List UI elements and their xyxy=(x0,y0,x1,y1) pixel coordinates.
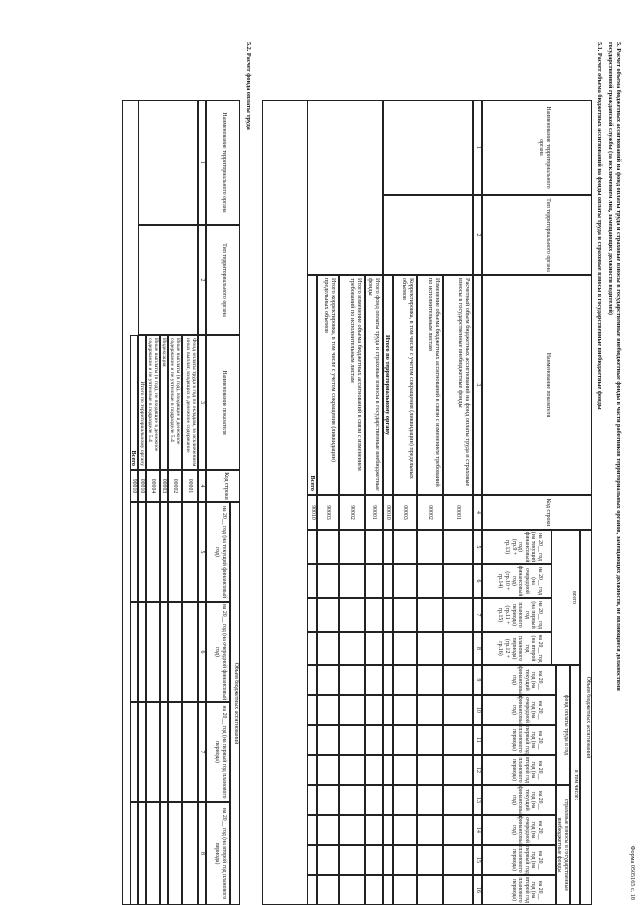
subsection-5-1-title: 5.1. Расчет объема бюджетных ассигнований на фонды оплаты труда и страховые взносы в государственные внебюджетные фонды xyxy=(596,42,603,410)
t1-value-cell xyxy=(417,785,443,815)
t1-value-cell xyxy=(417,598,443,632)
t2-value-cell xyxy=(182,602,198,702)
t1-ins-y1: на 20__ год (на текущий финансовый год) xyxy=(482,785,556,815)
t1-value-cell xyxy=(317,695,339,725)
t2-value-cell xyxy=(160,802,168,905)
t1-total-cell xyxy=(307,725,317,755)
t1-blank-cell xyxy=(307,100,383,275)
t2-h-volume: Объем бюджетных ассигнований xyxy=(230,502,240,905)
t1-total-cell xyxy=(307,598,317,632)
t1-value-cell xyxy=(383,530,393,564)
t2-row-label: Индексация xyxy=(160,335,168,470)
t2-h-org-name: Наименование территориального органа xyxy=(206,100,240,225)
t1-value-cell xyxy=(383,632,393,665)
t1-value-cell xyxy=(443,695,473,725)
t1-value-cell xyxy=(365,598,383,632)
t1-value-cell xyxy=(317,598,339,632)
t1-colnum: 2 xyxy=(473,195,482,275)
t2-org-name-cell xyxy=(138,100,198,225)
t1-total-y3: на 20__ год (на первый год планового периода) xyxy=(510,600,543,630)
t1-total-cell xyxy=(307,632,317,665)
t2-total-cell xyxy=(130,702,138,802)
t2-colnum: 4 xyxy=(198,470,206,502)
t1-value-cell xyxy=(393,564,417,598)
t1-colnum: 4 xyxy=(473,495,482,530)
t2-value-cell xyxy=(182,802,198,905)
t2-org-type-cell xyxy=(138,225,198,335)
t1-colnum: 1 xyxy=(473,100,482,195)
t1-value-cell xyxy=(417,665,443,695)
t1-value-cell xyxy=(383,845,393,875)
t1-row-label: Итого фонд оплаты труда и страховые взносы в государственные внебюджетные фонды xyxy=(365,275,383,495)
t1-colnum: 11 xyxy=(473,725,482,755)
t1-value-cell xyxy=(443,564,473,598)
t1-colnum: 3 xyxy=(473,275,482,495)
t1-total-cell xyxy=(307,875,317,905)
t1-value-cell xyxy=(365,725,383,755)
t1-f1: (гр.9 + гр.13) xyxy=(504,538,517,556)
t1-value-cell xyxy=(317,725,339,755)
t2-colnum: 3 xyxy=(198,335,206,470)
t1-h-wage: фонд оплаты труда в год xyxy=(556,665,570,785)
t1-row-label: Расчетный объем бюджетных ассигнований на фонд оплаты труда и страховые взносы в государственные внебюджетные фонды xyxy=(443,275,473,495)
t2-colnum: 1 xyxy=(198,100,206,225)
t1-value-cell xyxy=(365,785,383,815)
t1-value-cell xyxy=(339,875,365,905)
t1-value-cell xyxy=(317,665,339,695)
t1-colnum: 7 xyxy=(473,598,482,632)
t2-value-cell xyxy=(168,702,182,802)
t1-value-cell xyxy=(365,875,383,905)
t2-h-org-type: Тип территориального органа xyxy=(206,225,240,335)
t1-value-cell xyxy=(393,725,417,755)
t1-wage-y2: на 20__ год (на очередной финансовый год) xyxy=(482,695,556,725)
t1-f2: (гр.10 + гр.14) xyxy=(497,571,511,591)
t1-value-cell xyxy=(365,755,383,785)
t1-colnum: 13 xyxy=(473,785,482,815)
t1-value-cell xyxy=(317,632,339,665)
t1-value-cell xyxy=(383,695,393,725)
t1-value-cell xyxy=(383,785,393,815)
t1-value-cell xyxy=(339,564,365,598)
t1-value-cell xyxy=(443,725,473,755)
t1-value-cell xyxy=(393,598,417,632)
t1-total-cell xyxy=(307,564,317,598)
t1-h-org-name: Наименование территориального органа xyxy=(482,100,592,195)
t2-value-cell xyxy=(138,602,146,702)
t1-value-cell xyxy=(365,695,383,725)
t1-total-y1: на 20__ год (на текущий финансовый год) xyxy=(517,531,543,563)
t1-h-indicator: Наименование показателя xyxy=(482,275,592,495)
section-title: 5. Расчет объема бюджетных ассигнований на фонд оплаты труда и страховые взносы в государственные внебюджетные фонды в части работников территориальных органов, замещающих должности, не являющиеся должностями xyxy=(615,42,622,691)
t1-rows xyxy=(262,100,473,905)
t1-value-cell xyxy=(417,875,443,905)
t2-total-label: Всего xyxy=(130,335,138,470)
t1-total-y4: на 20__ год (на второй год планового периода) xyxy=(510,634,543,663)
t1-value-cell xyxy=(443,632,473,665)
t1-value-cell xyxy=(417,845,443,875)
t2-value-cell xyxy=(168,602,182,702)
t2-colnum: 2 xyxy=(198,225,206,335)
t1-value-cell xyxy=(393,875,417,905)
t2-total-code: 90010 xyxy=(130,470,138,502)
t1-value-cell xyxy=(393,815,417,845)
t2-rows xyxy=(122,100,198,905)
t1-org-type-cell xyxy=(383,195,473,275)
t1-ins-y3: на 20__ год (на первый год планового периода) xyxy=(482,845,556,875)
t1-value-cell xyxy=(317,815,339,845)
t1-value-cell xyxy=(339,815,365,845)
t1-value-cell xyxy=(339,632,365,665)
t2-value-cell xyxy=(146,702,160,802)
t1-value-cell xyxy=(443,530,473,564)
t1-colnum: 9 xyxy=(473,665,482,695)
table-5-2 xyxy=(122,100,240,905)
t1-org-name-cell xyxy=(383,100,473,195)
t1-total-code: 90010 xyxy=(307,495,317,530)
t1-colnum: 5 xyxy=(473,530,482,564)
t2-value-cell xyxy=(138,702,146,802)
form-id: Форма 0505165 с. 18 xyxy=(629,845,636,900)
t1-value-cell xyxy=(443,815,473,845)
t1-total-label: Всего xyxy=(307,275,317,495)
t1-value-cell xyxy=(383,875,393,905)
t2-colnum: 6 xyxy=(198,602,206,702)
t2-value-cell xyxy=(182,502,198,602)
t1-value-cell xyxy=(317,875,339,905)
t1-value-cell xyxy=(443,845,473,875)
t2-total-cell xyxy=(130,802,138,905)
t1-value-cell xyxy=(383,564,393,598)
t1-row-label: Итого изменение объема бюджетных ассигнований в связи с изменением требований по исполнительным листам xyxy=(339,275,365,495)
t2-value-cell xyxy=(146,602,160,702)
t2-row-label: Фонд оплаты труда в год по окладам, за исключением иных выплат, входящих в денежное содержание xyxy=(182,335,198,470)
t2-row-label: Иные выплаты (в год), не входящие в денежное содержание и не учтенные в подразделе 5.4 xyxy=(146,335,160,470)
t1-value-cell xyxy=(339,665,365,695)
t2-value-cell xyxy=(160,702,168,802)
t1-value-cell xyxy=(383,598,393,632)
t1-value-cell xyxy=(317,755,339,785)
t1-value-cell xyxy=(383,665,393,695)
t2-row-code: 00002 xyxy=(168,470,182,502)
t1-value-cell xyxy=(443,755,473,785)
t1-value-cell xyxy=(417,564,443,598)
t1-value-cell xyxy=(393,785,417,815)
t1-wage-y1: на 20__ год (на текущий финансовый год) xyxy=(482,665,556,695)
t1-total-cell xyxy=(307,845,317,875)
t2-row-code: 00001 xyxy=(182,470,198,502)
t1-value-cell xyxy=(339,785,365,815)
t2-value-cell xyxy=(168,502,182,602)
t2-row-code: 00010 xyxy=(138,470,146,502)
t1-value-cell xyxy=(365,530,383,564)
t1-value-cell xyxy=(365,845,383,875)
t1-row-code: 00001 xyxy=(443,495,473,530)
t1-h-ins: страховые взносы в государственные внебюджетные фонды xyxy=(556,785,570,905)
t1-row-code: 00010 xyxy=(383,495,393,530)
t1-value-cell xyxy=(393,755,417,785)
t1-wage-y4: на 20__ год (на второй год планового периода) xyxy=(482,755,556,785)
t1-value-cell xyxy=(383,815,393,845)
t1-value-cell xyxy=(443,785,473,815)
t1-total-cell xyxy=(307,530,317,564)
t1-value-cell xyxy=(339,695,365,725)
t2-column-numbers xyxy=(198,100,206,905)
t1-total-cell xyxy=(307,665,317,695)
t1-row-label: Итого по территориальному органу xyxy=(383,275,393,495)
t1-value-cell xyxy=(393,632,417,665)
t1-value-cell xyxy=(365,665,383,695)
t1-row-code: 90002 xyxy=(339,495,365,530)
t1-row-label: Итого корректировка, в том числе с учетом сокращения (ликвидации) предельных объемов xyxy=(317,275,339,495)
t1-value-cell xyxy=(417,632,443,665)
t1-value-cell xyxy=(317,564,339,598)
t1-h-total: всего xyxy=(482,530,580,665)
t1-value-cell xyxy=(417,815,443,845)
t1-row-code: 90001 xyxy=(365,495,383,530)
t1-colnum: 10 xyxy=(473,695,482,725)
t2-h-indicator: Наименование показателя xyxy=(206,335,240,470)
t1-colnum: 14 xyxy=(473,815,482,845)
subsection-5-2-title: 5.2. Расчет фонда оплаты труда xyxy=(245,42,252,130)
t2-colnum: 8 xyxy=(198,802,206,905)
t1-total-cell xyxy=(307,755,317,785)
t1-value-cell xyxy=(417,755,443,785)
t1-colnum: 15 xyxy=(473,845,482,875)
t1-value-cell xyxy=(417,695,443,725)
table-5-1 xyxy=(262,100,592,905)
t1-row-code: 00002 xyxy=(417,495,443,530)
t2-y3: на 20__ год (на первый год планового периода) xyxy=(206,702,230,802)
t1-row-code: 90003 xyxy=(317,495,339,530)
t1-row-label: Изменение объема бюджетных ассигнований в связи с изменением требований по исполнительным листам xyxy=(417,275,443,495)
t2-value-cell xyxy=(168,802,182,905)
t2-value-cell xyxy=(138,802,146,905)
t1-colnum: 8 xyxy=(473,632,482,665)
t1-h-volume: Объем бюджетных ассигнований xyxy=(580,530,592,905)
t2-value-cell xyxy=(138,502,146,602)
t1-ins-y4: на 20__ год (на второй год планового периода) xyxy=(482,875,556,905)
t1-value-cell xyxy=(317,845,339,875)
t2-y1: на 20__ год (на текущий финансовый год) xyxy=(206,502,230,602)
t1-value-cell xyxy=(417,725,443,755)
t1-column-numbers xyxy=(473,100,482,905)
t1-value-cell xyxy=(339,755,365,785)
t1-value-cell xyxy=(393,695,417,725)
t1-colnum: 6 xyxy=(473,564,482,598)
t1-h-org-type: Тип территориального органа xyxy=(482,195,592,275)
t1-colnum: 16 xyxy=(473,875,482,905)
t2-value-cell xyxy=(160,602,168,702)
t2-row-code: 00003 xyxy=(160,470,168,502)
t1-total-cell xyxy=(307,695,317,725)
t2-value-cell xyxy=(160,502,168,602)
t1-h-code: Код строки xyxy=(482,495,592,530)
t1-value-cell xyxy=(393,845,417,875)
t1-ins-y2: на 20__ год (на очередной финансовый год) xyxy=(482,815,556,845)
t1-value-cell xyxy=(393,530,417,564)
t1-h-incl: в том числе: xyxy=(570,665,580,905)
t2-y2: на 20__ год (на очередной финансовый год) xyxy=(206,602,230,702)
t1-colnum: 12 xyxy=(473,755,482,785)
t2-colnum: 5 xyxy=(198,502,206,602)
t1-row-label: Корректировка, в том числе с учетом сокращения (ликвидации) предельных объемов xyxy=(393,275,417,495)
t1-total-cell xyxy=(307,815,317,845)
t1-value-cell xyxy=(365,632,383,665)
t2-total-cell xyxy=(130,602,138,702)
t2-value-cell xyxy=(146,802,160,905)
t2-total-cell xyxy=(130,502,138,602)
t2-h-code: Код строки xyxy=(206,470,240,502)
t1-value-cell xyxy=(443,598,473,632)
t1-value-cell xyxy=(339,845,365,875)
t2-row-label: Итого по территориальному органу xyxy=(138,335,146,470)
t1-value-cell xyxy=(339,725,365,755)
t2-value-cell xyxy=(146,502,160,602)
t1-value-cell xyxy=(317,530,339,564)
t2-colnum: 7 xyxy=(198,702,206,802)
t1-value-cell xyxy=(383,755,393,785)
t1-value-cell xyxy=(365,564,383,598)
t1-wage-y3: на 20__ год (на первый год планового периода) xyxy=(482,725,556,755)
t2-row-code: 00004 xyxy=(146,470,160,502)
t2-row-label: Иные выплаты (в год), входящие в денежное содержание и не учтенные в подразделе 5.4 xyxy=(168,335,182,470)
t1-total-y2: на 20__ год (на очередной финансовый год) xyxy=(510,565,543,597)
t1-value-cell xyxy=(365,815,383,845)
t1-value-cell xyxy=(339,530,365,564)
t1-value-cell xyxy=(443,875,473,905)
t1-value-cell xyxy=(383,725,393,755)
t1-row-code: 00003 xyxy=(393,495,417,530)
t2-y4: на 20__ год (на второй год планового периода) xyxy=(206,802,230,905)
t1-value-cell xyxy=(443,665,473,695)
t1-f4: (гр.12 + гр.16) xyxy=(497,638,511,659)
t2-value-cell xyxy=(182,702,198,802)
t1-total-cell xyxy=(307,785,317,815)
t1-f3: (гр.11 + гр.15) xyxy=(497,605,511,625)
t1-value-cell xyxy=(393,665,417,695)
t1-value-cell xyxy=(417,530,443,564)
section-subtitle: государственной гражданской службы (за исключением лиц, замещающих должности водителей) xyxy=(607,42,614,315)
t1-value-cell xyxy=(339,598,365,632)
t1-value-cell xyxy=(317,785,339,815)
